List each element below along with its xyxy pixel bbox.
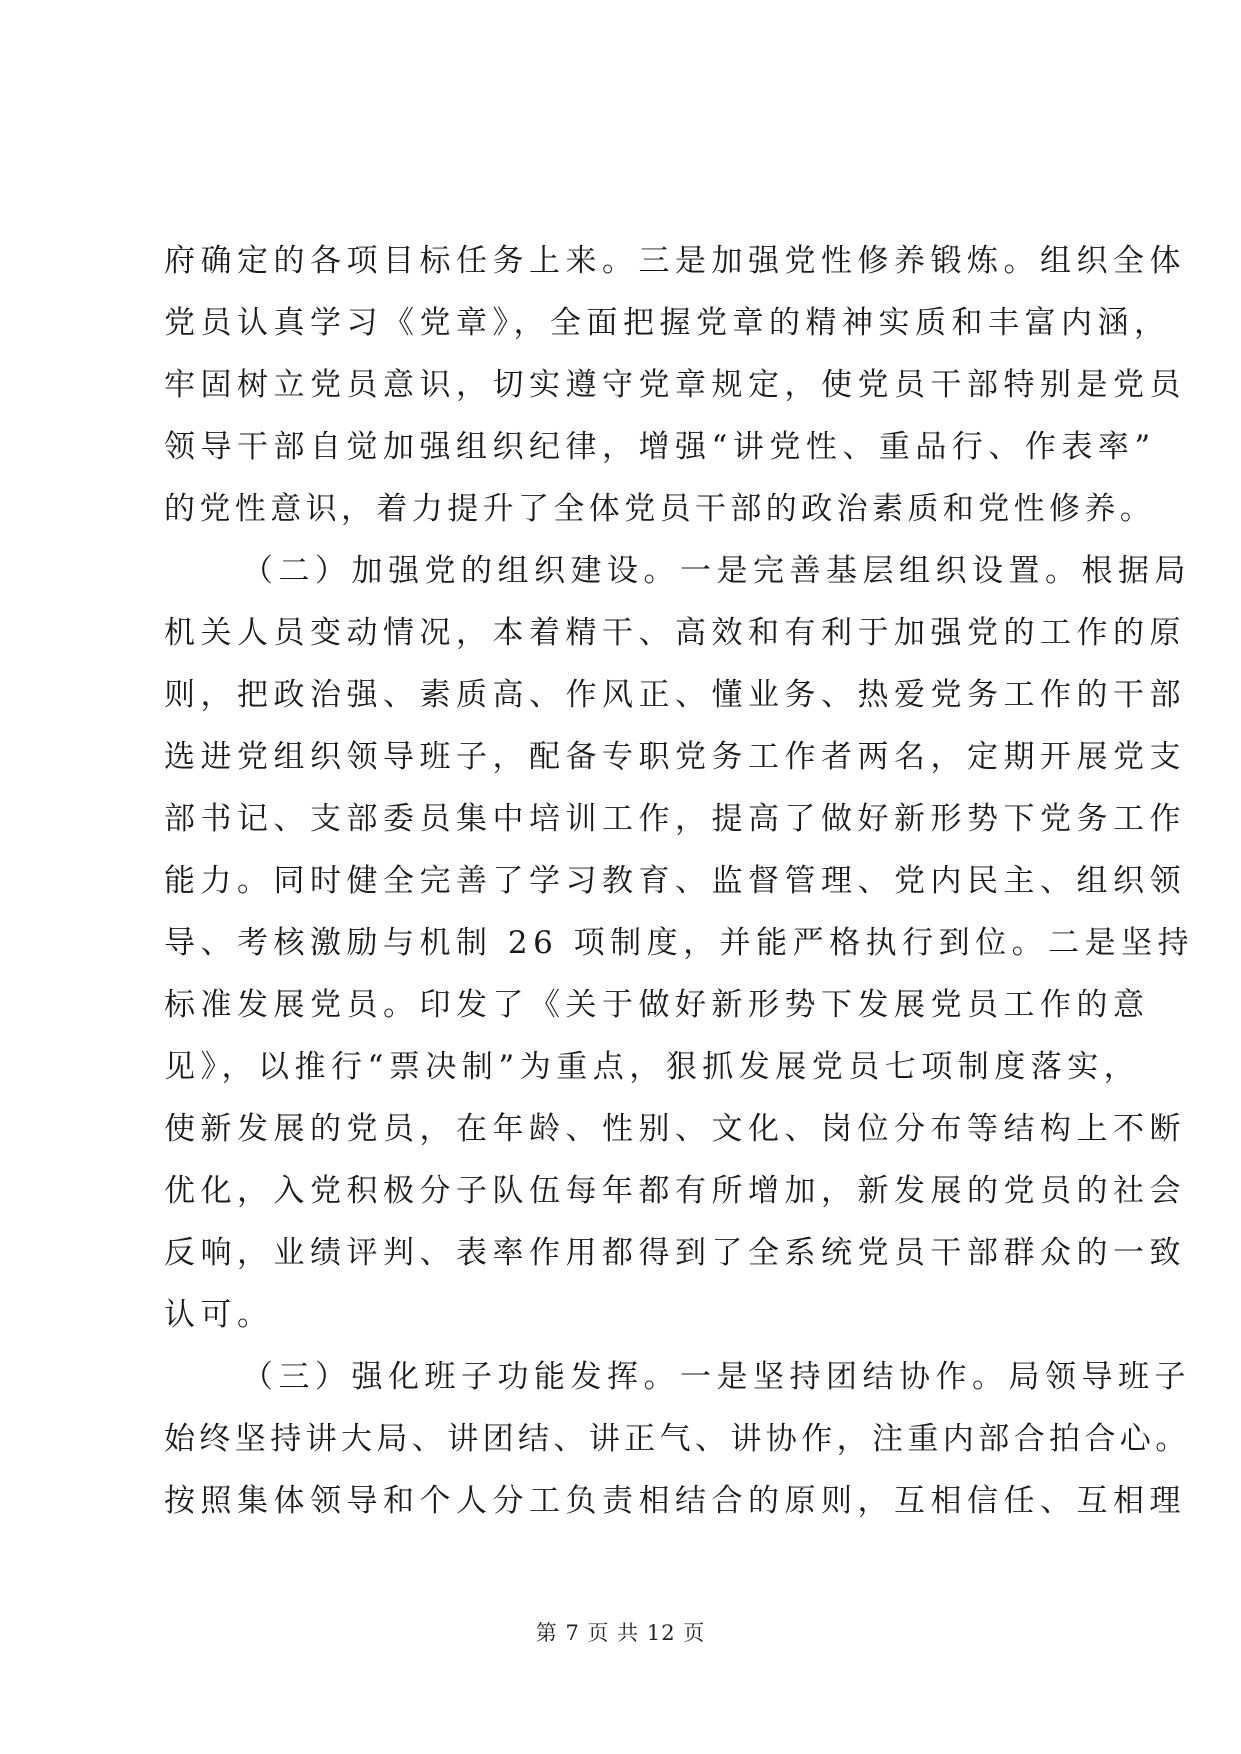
text-line: 标准发展党员。印发了《关于做好新形势下发展党员工作的意 xyxy=(164,987,1150,1023)
text-line: 能力。同时健全完善了学习教育、监督管理、党内民主、组织领 xyxy=(164,863,1186,899)
text-line: 的党性意识，着力提升了全体党员干部的政治素质和党性修养。 xyxy=(164,491,1156,527)
text-line: 优化，入党积极分子队伍每年都有所增加，新发展的党员的社会 xyxy=(164,1173,1186,1209)
text-line: 党员认真学习《党章》，全面把握党章的精神实质和丰富内涵， xyxy=(164,305,1171,341)
text-line: 使新发展的党员，在年龄、性别、文化、岗位分布等结构上不断 xyxy=(164,1111,1186,1147)
text-line: 始终坚持讲大局、讲团结、讲正气、讲协作，注重内部合拍合心。 xyxy=(164,1421,1191,1457)
paragraph-start-line: （二）加强党的组织建设。一是完善基层组织设置。根据局 xyxy=(242,553,1191,589)
text-line: 选进党组织领导班子，配备专职党务工作者两名，定期开展党支 xyxy=(164,739,1186,775)
text-line: 机关人员变动情况，本着精干、高效和有利于加强党的工作的原 xyxy=(164,615,1186,651)
text-line: 见》，以推行“票决制”为重点，狠抓发展党员七项制度落实， xyxy=(164,1049,1141,1085)
text-line: 反响，业绩评判、表率作用都得到了全系统党员干部群众的一致 xyxy=(164,1235,1186,1271)
text-line: 领导干部自觉加强组织纪律，增强“讲党性、重品行、作表率” xyxy=(164,429,1156,465)
text-line: 部书记、支部委员集中培训工作，提高了做好新形势下党务工作 xyxy=(164,801,1186,837)
text-line: 认可。 xyxy=(164,1297,274,1333)
text-line: 导、考核激励与机制 26 项制度，并能严格执行到位。二是坚持 xyxy=(164,925,1195,961)
text-line: 牢固树立党员意识，切实遵守党章规定，使党员干部特别是党员 xyxy=(164,367,1186,403)
paragraph-start-line: （三）强化班子功能发挥。一是坚持团结协作。局领导班子 xyxy=(242,1359,1191,1395)
body-text xyxy=(164,230,1195,1532)
text-line: 府确定的各项目标任务上来。三是加强党性修养锻炼。组织全体 xyxy=(164,243,1186,279)
text-line: 按照集体领导和个人分工负责相结合的原则，互相信任、互相理 xyxy=(164,1483,1186,1519)
text-line: 则，把政治强、素质高、作风正、懂业务、热爱党务工作的干部 xyxy=(164,677,1186,713)
page-number-footer: 第 7 页 共 12 页 xyxy=(535,1621,706,1645)
